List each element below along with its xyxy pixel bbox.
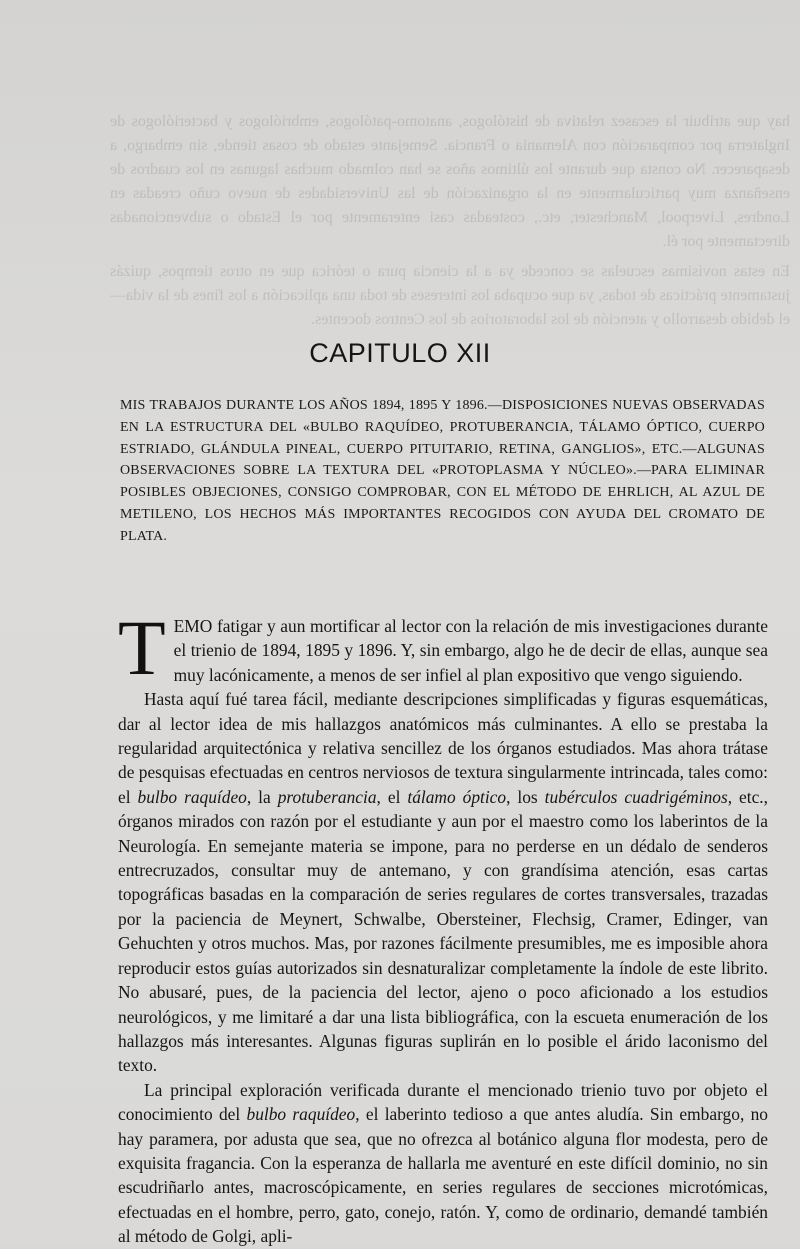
- paragraph-3-text-b: , el laberinto tedioso a que antes aludía. Sin embargo, no hay paramera, por adusta que sea, que no ofrezca al botánico alguna flor modesta, pero de exquisita fragancia. Con la esperanza de hallarla me aventuré en este difícil dominio, no sin escudriñarlo antes, macroscópicamente, en series regulares de secciones microtómicas, efectuadas en el hombre, perro, gato, conejo, ratón. Y, como de ordinario, demandé también al método de Golgi, apli-: [118, 1104, 768, 1247]
- italic-term: protuberancia: [277, 786, 377, 807]
- italic-term: bulbo raquídeo: [246, 1104, 356, 1125]
- paragraph-3: [118, 1078, 768, 1249]
- paragraph-2-text-d: , los: [506, 786, 545, 807]
- paragraph-2-text-a: Hasta aquí fué tarea fácil, mediante descripciones simplificadas y figuras esquemáticas, dar al lector idea de mis hallazgos anatómicos más culminantes. A ello se prestaba la regularidad arquitectónica y relativa sencillez de los órganos estudiados. Mas ahora trátase de pesquisas efectuadas en centros nerviosos de textura singularmente intrincada, tales como: el: [118, 689, 768, 807]
- paragraph-3-text-a: La principal exploración verificada durante el mencionado trienio tuvo por objeto el conocimiento del: [118, 1079, 768, 1125]
- paragraph-2: [118, 687, 768, 1078]
- paragraph-1: [118, 604, 768, 691]
- italic-term: bulbo raquídeo: [137, 786, 247, 807]
- chapter-title: CAPITULO XII: [309, 338, 491, 368]
- paragraph-1-text: EMO fatigar y aun mortificar al lector con la relación de mis investigaciones durante el trienio de 1894, 1895 y 1896. Y, sin embargo, algo he de decir de ellas, aunque sea muy lacónicamente, a menos de ser infiel al plan expositivo que vengo siguiendo.: [173, 616, 768, 685]
- paragraph-2-text-e: , etc., órganos mirados con razón por el estudiante y aun por el maestro como los laberintos de la Neurología. En semejante materia se impone, para no perderse en un dédalo de senderos entrecruzados, consultar muy de antemano, y con grandísima atención, esas cartas topográficas basadas en la comparación de series regulares de cortes transversales, trazadas por la paciencia de Meynert, Schwalbe, Obersteiner, Flechsig, Cramer, Edinger, van Gehuchten y otros muchos. Mas, por razones fácilmente presumibles, me es imposible ahora reproducir estos guías autorizados sin desnaturalizar completamente la índole de este librito. No abusaré, pues, de la paciencia del lector, ajeno o poco aficionado a los estudios neurológicos, y me limitaré a dar una lista bibliográfica, con la escueta enumeración de los hallazgos más interesantes. Algunas figuras suplirán en lo posible el árido laconismo del texto.: [118, 786, 768, 1076]
- chapter-body: [118, 604, 768, 1249]
- paragraph-2-text-c: , el: [376, 786, 408, 807]
- chapter-summary: MIS TRABAJOS DURANTE LOS AÑOS 1894, 1895 Y 1896.—DISPOSICIONES NUEVAS OBSERVADAS EN LA ESTRUCTURA DEL «BULBO RAQUÍDEO, PROTUBERANCIA, TÁLAMO ÓPTICO, CUERPO ESTRIADO, GLÁNDULA PINEAL, CUERPO PITUITARIO, RETINA, GANGLIOS», ETC.—ALGUNAS OBSERVACIONES SOBRE LA TEXTURA DEL «PROTOPLASMA Y NÚCLEO».—PARA ELIMINAR POSIBLES OBJECIONES, CONSIGO COMPROBAR, CON EL MÉTODO DE EHRLICH, AL AZUL DE METILENO, LOS HECHOS MÁS IMPORTANTES RECOGIDOS CON AYUDA DEL CROMATO DE PLATA.: [120, 398, 765, 544]
- drop-cap: T: [118, 604, 166, 691]
- bleed-through-text: hay que atribuir la escasez relativa de histólogos, anatomo-patólogos, embriólogos y bacteriólogos de Inglaterra por comparación con Alemania o Francia. Semejante estado de cosas tiende, sin embargo, a desaparecer. No consta que durante los últimos años se han colmado muchas lagunas en los cuadros de enseñanza muy particularmente en la organización de las Universidades de nuevo cuño creadas en Londres, Liverpool, Manchester, etc., costeadas casi enteramente por el Estado o subvencionadas directamente por él. En estas novísimas escuelas se concede ya a la ciencia pura o teórica que en otros tiempos, quizás justamente prácticas de todas, ya que ocupaba los intereses de toda una aplicación a los fines de la vida—el debido desarrollo y atención de los laboratorios de los Centros docentes.: [110, 113, 790, 328]
- italic-term: tubérculos cuadrigéminos: [544, 786, 728, 807]
- paragraph-2-text-b: , la: [246, 786, 278, 807]
- italic-term: tálamo óptico: [407, 786, 507, 807]
